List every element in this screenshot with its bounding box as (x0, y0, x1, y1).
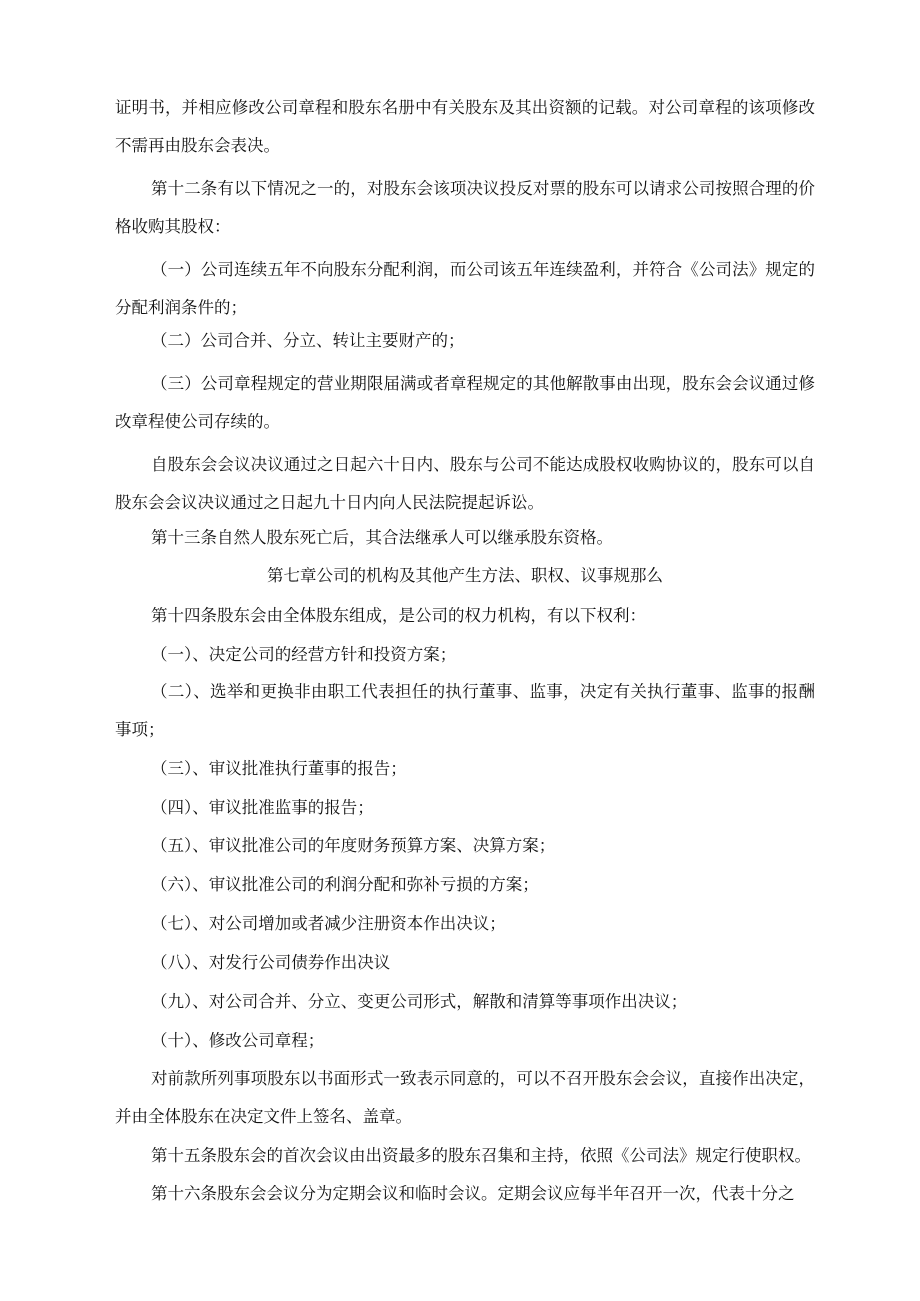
paragraph-article-16: 第十六条股东会会议分为定期会议和临时会议。定期会议应每半年召开一次，代表十分之 (151, 1184, 795, 1203)
paragraph-article-12: 第十二条有以下情况之一的，对股东会该项决议投反对票的股东可以请求公司按照合理的价格收购其股权： (115, 179, 815, 236)
paragraph-item-2: （二）公司合并、分立、转让主要财产的； (151, 331, 465, 350)
paragraph-power-5: （五）、审议批准公司的年度财务预算方案、决算方案； (151, 836, 556, 855)
paragraph-continuation: 证明书，并相应修改公司章程和股东名册中有关股东及其出资额的记载。对公司章程的该项修改不需再由股东会表决。 (115, 98, 815, 155)
paragraph-power-3: （三）、审议批准执行董事的报告； (151, 759, 407, 778)
paragraph-power-4: （四）、审议批准监事的报告； (151, 798, 374, 817)
paragraph-written-consent: 对前款所列事项股东以书面形式一致表示同意的，可以不召开股东会会议，直接作出决定，并由全体股东在决定文件上签名、盖章。 (115, 1069, 815, 1126)
paragraph-power-7: （七）、对公司增加或者减少注册资本作出决议； (151, 914, 506, 933)
paragraph-item-3: （三）公司章程规定的营业期限届满或者章程规定的其他解散事由出现，股东会会议通过修改章程使公司存续的。 (115, 374, 815, 431)
paragraph-power-1: （一）、决定公司的经营方针和投资方案； (151, 645, 457, 664)
paragraph-power-10: （十）、修改公司章程； (151, 1031, 325, 1050)
paragraph-article-15: 第十五条股东会的首次会议由出资最多的股东召集和主持，依照《公司法》规定行使职权。 (151, 1146, 811, 1165)
paragraph-power-8: （八）、对发行公司债券作出决议 (151, 953, 391, 972)
chapter-heading: 第七章公司的机构及其他产生方法、职权、议事规那么 (267, 566, 663, 585)
paragraph-power-9: （九）、对公司合并、分立、变更公司形式，解散和清算等事项作出决议； (151, 992, 688, 1011)
paragraph-power-6: （六）、审议批准公司的利润分配和弥补亏损的方案； (151, 875, 539, 894)
paragraph-item-1: （一）公司连续五年不向股东分配利润，而公司该五年连续盈利，并符合《公司法》规定的分配利润条件的； (115, 260, 815, 317)
paragraph-article-14: 第十四条股东会由全体股东组成，是公司的权力机构，有以下权利： (151, 606, 646, 625)
paragraph-lawsuit: 自股东会会议决议通过之日起六十日内、股东与公司不能达成股权收购协议的，股东可以自股东会会议决议通过之日起九十日内向人民法院提起诉讼。 (115, 455, 815, 512)
paragraph-power-2: （二）、选举和更换非由职工代表担任的执行董事、监事，决定有关执行董事、监事的报酬事项； (115, 682, 815, 739)
paragraph-article-13: 第十三条自然人股东死亡后，其合法继承人可以继承股东资格。 (151, 528, 613, 547)
